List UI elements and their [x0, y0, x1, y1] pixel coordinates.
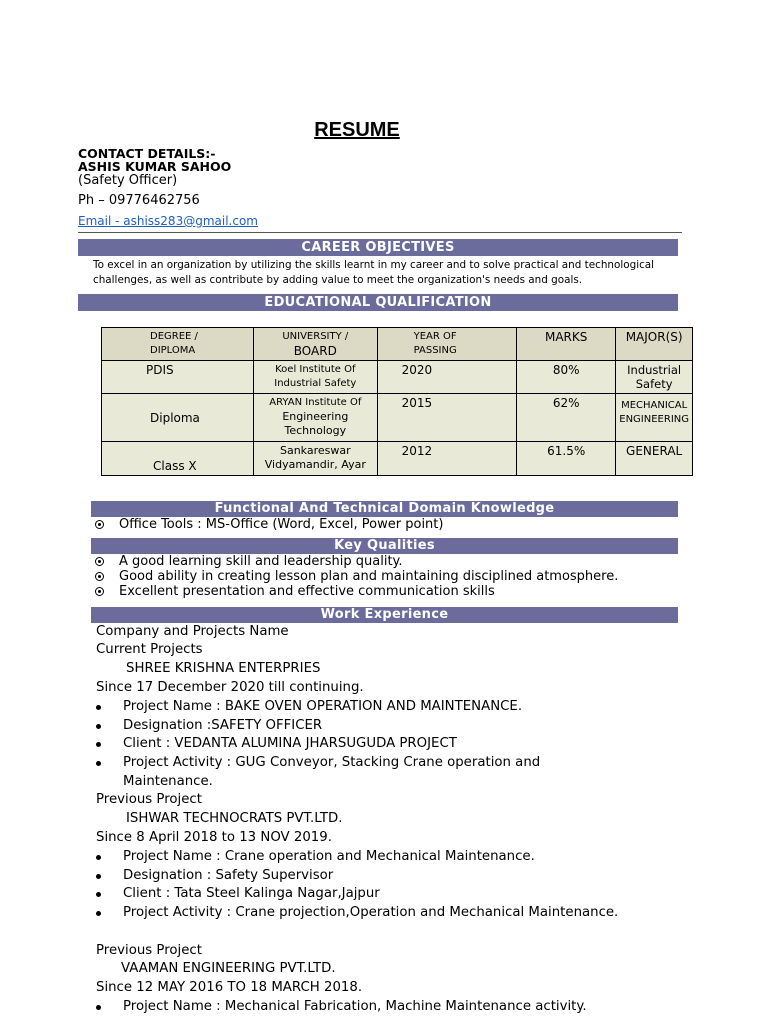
cell-university: Sankareswar Vidyamandir, Ayar — [254, 442, 378, 476]
work-intro: Company and Projects Name — [96, 624, 289, 639]
list-item: Project Name : Crane operation and Mechanical Maintenance. — [123, 849, 535, 864]
bullet-dot-icon — [96, 705, 101, 710]
previous-company: ISHWAR TECHNOCRATS PVT.LTD. — [126, 811, 343, 826]
phone-number: Ph – 09776462756 — [78, 193, 200, 208]
list-item: Office Tools : MS-Office (Word, Excel, Power point) — [94, 517, 443, 532]
divider — [78, 232, 682, 233]
work-experience-heading: Work Experience — [91, 607, 678, 623]
career-objectives-heading: CAREER OBJECTIVES — [78, 239, 678, 256]
header-marks: MARKS — [517, 328, 616, 361]
education-table — [101, 327, 693, 476]
cell-university: ARYAN Institute Of Engineering Technology — [254, 394, 378, 442]
previous-project-label: Previous Project — [96, 792, 202, 807]
bullet-circle-icon — [95, 587, 104, 596]
bullet-dot-icon — [96, 724, 101, 729]
bullet-dot-icon — [96, 761, 101, 766]
table-row — [102, 361, 693, 394]
bullet-circle-icon — [95, 557, 104, 566]
header-major: MAJOR(S) — [616, 328, 693, 361]
cell-degree: Class X — [102, 442, 254, 476]
email-link[interactable]: Email - ashiss283@gmail.com — [78, 214, 258, 228]
cell-year: 2012 — [377, 442, 517, 476]
list-item: Project Activity : GUG Conveyor, Stacking Crane operation and — [123, 755, 541, 770]
list-item-continuation: Maintenance. — [123, 774, 213, 789]
previous-since: Since 8 April 2018 to 13 NOV 2019. — [96, 830, 332, 845]
bullet-circle-icon — [95, 520, 104, 529]
list-item: Good ability in creating lesson plan and maintaining disciplined atmosphere. — [94, 569, 618, 584]
bullet-circle-icon — [95, 572, 104, 581]
current-since: Since 17 December 2020 till continuing. — [96, 680, 364, 695]
education-heading: EDUCATIONAL QUALIFICATION — [78, 294, 678, 311]
list-item: Project Name : BAKE OVEN OPERATION AND MAINTENANCE. — [123, 699, 523, 714]
list-item: Client : VEDANTA ALUMINA JHARSUGUDA PROJECT — [123, 736, 457, 751]
header-university: UNIVERSITY / BOARD — [254, 328, 378, 361]
career-objective-text — [93, 258, 683, 288]
cell-university: Koel Institute Of Industrial Safety — [254, 361, 378, 394]
cell-major: Industrial Safety — [616, 361, 693, 394]
header-year: YEAR OF PASSING — [377, 328, 517, 361]
functional-knowledge-list — [94, 517, 443, 532]
list-item: Project Activity : Crane projection,Operation and Mechanical Maintenance. — [123, 905, 619, 920]
bullet-dot-icon — [96, 742, 101, 747]
bullet-dot-icon — [96, 874, 101, 879]
list-item: Excellent presentation and effective communication skills — [94, 584, 618, 599]
contact-heading: CONTACT DETAILS:- — [78, 146, 216, 161]
cell-year: 2020 — [377, 361, 517, 394]
list-item: Designation : Safety Supervisor — [123, 868, 334, 883]
page-title: RESUME — [314, 119, 400, 141]
cell-year: 2015 — [377, 394, 517, 442]
key-qualities-list — [94, 554, 618, 599]
candidate-name: ASHIS KUMAR SAHOO — [78, 159, 232, 174]
cell-degree: PDIS — [102, 361, 254, 394]
candidate-role: (Safety Officer) — [78, 173, 178, 188]
table-row — [102, 394, 693, 442]
list-item: Designation :SAFETY OFFICER — [123, 718, 323, 733]
cell-major: MECHANICAL ENGINEERING — [616, 394, 693, 442]
key-qualities-heading: Key Qualities — [91, 538, 678, 554]
previous-project-label: Previous Project — [96, 943, 202, 958]
cell-marks: 80% — [517, 361, 616, 394]
header-degree: DEGREE / DIPLOMA — [102, 328, 254, 361]
current-company: SHREE KRISHNA ENTERPRIES — [126, 661, 321, 676]
table-row — [102, 442, 693, 476]
career-objective-line: To excel in an organization by utilizing the skills learnt in my career and to solve practical and technological — [93, 259, 655, 271]
list-item: Project Name : Mechanical Fabrication, Machine Maintenance activity. — [123, 999, 587, 1014]
bullet-dot-icon — [96, 892, 101, 897]
previous-since: Since 12 MAY 2016 TO 18 MARCH 2018. — [96, 980, 363, 995]
current-projects-label: Current Projects — [96, 642, 203, 657]
bullet-dot-icon — [96, 855, 101, 860]
cell-degree: Diploma — [102, 394, 254, 442]
bullet-dot-icon — [96, 911, 101, 916]
cell-marks: 61.5% — [517, 442, 616, 476]
cell-major: GENERAL — [616, 442, 693, 476]
cell-marks: 62% — [517, 394, 616, 442]
list-item: A good learning skill and leadership quality. — [94, 554, 618, 569]
table-header-row — [102, 328, 693, 361]
career-objective-line: challenges, as well as contribute by adding value to meet the organization's needs and goals. — [93, 274, 583, 286]
previous-company: VAAMAN ENGINEERING PVT.LTD. — [121, 961, 336, 976]
list-item: Client : Tata Steel Kalinga Nagar,Jajpur — [123, 886, 380, 901]
functional-knowledge-heading: Functional And Technical Domain Knowledge — [91, 501, 678, 517]
bullet-dot-icon — [96, 1005, 101, 1010]
